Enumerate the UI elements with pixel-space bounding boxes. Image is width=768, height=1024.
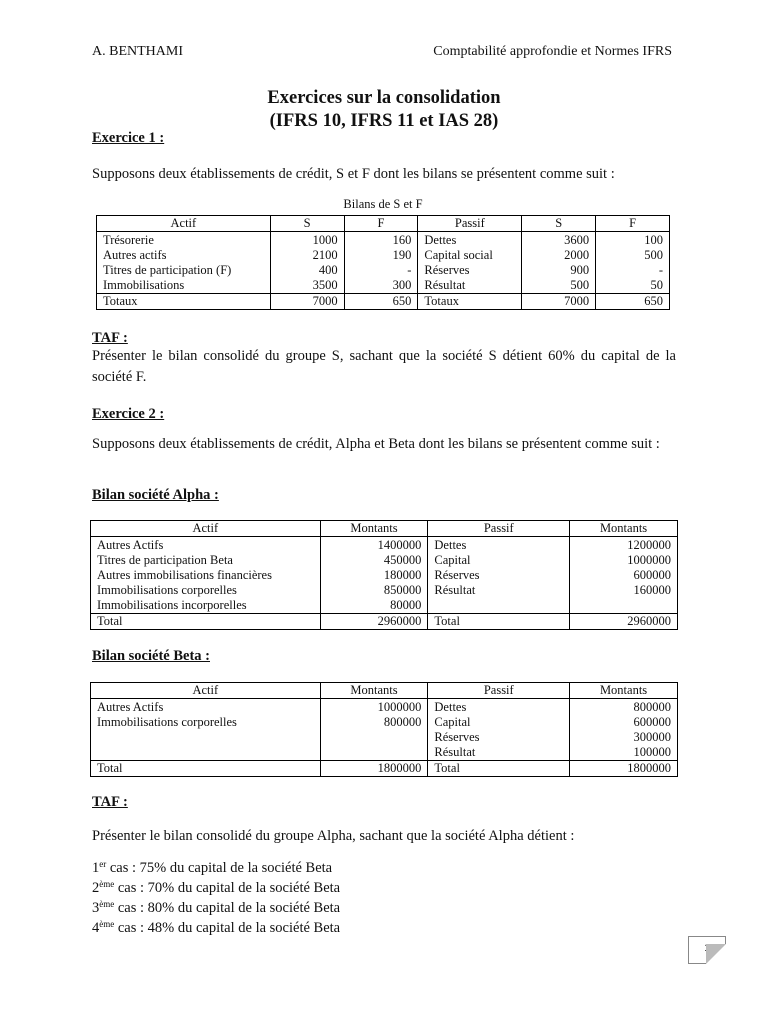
table-cell: 850000 — [320, 583, 428, 598]
column-header: S — [522, 216, 596, 232]
header-author: A. BENTHAMI — [92, 44, 183, 59]
header-course: Comptabilité approfondie et Normes IFRS — [433, 44, 672, 59]
alpha-heading: Bilan société Alpha : — [92, 487, 219, 503]
case-item — [92, 858, 340, 878]
page-subtitle: (IFRS 10, IFRS 11 et IAS 28) — [269, 111, 499, 131]
table-cell: Dettes — [418, 232, 522, 249]
table-cell: - — [596, 263, 670, 278]
table-cell: Immobilisations corporelles — [91, 715, 321, 730]
balance-sheet-beta — [90, 682, 678, 777]
case-number: 2 — [92, 880, 100, 896]
table-cell: 1400000 — [320, 537, 428, 554]
table-cell: Réserves — [428, 730, 570, 745]
table-cell — [570, 598, 678, 614]
table-cell: 2000 — [522, 248, 596, 263]
column-header: Montants — [570, 521, 678, 537]
table-row — [97, 248, 670, 263]
table-cell: Résultat — [428, 745, 570, 761]
column-header: Montants — [320, 521, 428, 537]
total-cell: 2960000 — [320, 614, 428, 630]
table-cell: 160 — [344, 232, 418, 249]
total-cell: Totaux — [418, 294, 522, 310]
table-cell — [91, 745, 321, 761]
case-ordinal: ème — [99, 879, 115, 889]
table-cell: 1200000 — [570, 537, 678, 554]
table-cell: 1000 — [270, 232, 344, 249]
case-number: 4 — [92, 920, 100, 936]
case-text: cas : 80% du capital de la société Beta — [114, 900, 341, 916]
table-cell: Titres de participation Beta — [91, 553, 321, 568]
table-cell: Titres de participation (F) — [97, 263, 271, 278]
table-cell: 80000 — [320, 598, 428, 614]
table-cell: 450000 — [320, 553, 428, 568]
table-cell: Autres Actifs — [91, 537, 321, 554]
table-row — [91, 537, 678, 554]
table-header-row — [91, 683, 678, 699]
table-cell: 500 — [596, 248, 670, 263]
table-cell: 600000 — [570, 715, 678, 730]
table-row — [97, 278, 670, 294]
case-text: cas : 75% du capital de la société Beta — [106, 860, 333, 876]
table-caption: Bilans de S et F — [343, 197, 423, 211]
table-row — [91, 745, 678, 761]
exercise-1-heading: Exercice 1 : — [92, 130, 165, 146]
case-ordinal: er — [99, 859, 107, 869]
exercise-2-intro: Supposons deux établissements de crédit, Alpha et Beta dont les bilans se présentent comme suit : — [92, 436, 660, 452]
exercise-1-taf-heading: TAF : — [92, 330, 128, 346]
balance-sheet-alpha — [90, 520, 678, 630]
case-text: cas : 70% du capital de la société Beta — [114, 880, 341, 896]
column-header: Montants — [570, 683, 678, 699]
table-cell: Dettes — [428, 699, 570, 716]
table-cell: 180000 — [320, 568, 428, 583]
table-cell: 3600 — [522, 232, 596, 249]
total-cell: 2960000 — [570, 614, 678, 630]
case-text: cas : 48% du capital de la société Beta — [114, 920, 341, 936]
table-cell: 900 — [522, 263, 596, 278]
table-cell: 100000 — [570, 745, 678, 761]
table-row — [91, 715, 678, 730]
column-header: Montants — [320, 683, 428, 699]
table-row — [91, 553, 678, 568]
table-cell: Résultat — [418, 278, 522, 294]
beta-heading: Bilan société Beta : — [92, 648, 210, 664]
table-row — [91, 583, 678, 598]
column-header: F — [344, 216, 418, 232]
table-cell: 1000000 — [320, 699, 428, 716]
total-cell: Total — [428, 614, 570, 630]
table-cell: 3500 — [270, 278, 344, 294]
table-cell: 400 — [270, 263, 344, 278]
total-cell: 1800000 — [320, 761, 428, 777]
table-header-row — [97, 216, 670, 232]
column-header: S — [270, 216, 344, 232]
table-total-row — [97, 294, 670, 310]
balance-sheet-s-f — [96, 215, 670, 310]
table-cell: Capital — [428, 553, 570, 568]
case-list — [92, 858, 340, 938]
exercise-1-taf-text: Présenter le bilan consolidé du groupe S, sachant que la société S détient 60% du capital de la société F. — [92, 348, 676, 385]
total-cell: Total — [428, 761, 570, 777]
table-cell: 2100 — [270, 248, 344, 263]
table-cell: 300 — [344, 278, 418, 294]
table-row — [91, 730, 678, 745]
column-header: Actif — [91, 683, 321, 699]
total-cell: 1800000 — [570, 761, 678, 777]
table-cell: 800000 — [320, 715, 428, 730]
exercise-2-heading: Exercice 2 : — [92, 406, 165, 422]
table-cell — [91, 730, 321, 745]
page-number-label: 1 — [704, 943, 710, 954]
exercise-2-taf-text: Présenter le bilan consolidé du groupe Alpha, sachant que la société Alpha détient : — [92, 828, 575, 844]
table-cell: 800000 — [570, 699, 678, 716]
table-total-row — [91, 614, 678, 630]
total-cell: 650 — [344, 294, 418, 310]
total-cell: 7000 — [522, 294, 596, 310]
total-cell: Total — [91, 614, 321, 630]
case-number: 1 — [92, 860, 100, 876]
table-cell: Dettes — [428, 537, 570, 554]
table-row — [91, 699, 678, 716]
table-cell: Capital — [428, 715, 570, 730]
table-cell: 1000000 — [570, 553, 678, 568]
table-row — [97, 263, 670, 278]
table-row — [91, 568, 678, 583]
total-cell: 650 — [596, 294, 670, 310]
page-title: Exercices sur la consolidation — [267, 88, 501, 108]
table-cell: Résultat — [428, 583, 570, 598]
table-cell: Autres actifs — [97, 248, 271, 263]
total-cell: Total — [91, 761, 321, 777]
table-cell: - — [344, 263, 418, 278]
table-cell: 50 — [596, 278, 670, 294]
case-ordinal: ème — [99, 899, 115, 909]
column-header: Actif — [91, 521, 321, 537]
case-item — [92, 918, 340, 938]
case-item — [92, 878, 340, 898]
table-cell: 600000 — [570, 568, 678, 583]
table-row — [91, 598, 678, 614]
case-number: 3 — [92, 900, 100, 916]
table-cell: Autres immobilisations financières — [91, 568, 321, 583]
total-cell: Totaux — [97, 294, 271, 310]
column-header: Passif — [428, 521, 570, 537]
table-cell: Immobilisations incorporelles — [91, 598, 321, 614]
table-total-row — [91, 761, 678, 777]
table-cell: 190 — [344, 248, 418, 263]
case-ordinal: ème — [99, 919, 115, 929]
column-header: Actif — [97, 216, 271, 232]
table-cell: 300000 — [570, 730, 678, 745]
table-cell: 160000 — [570, 583, 678, 598]
table-cell: Réserves — [428, 568, 570, 583]
table-cell: Immobilisations — [97, 278, 271, 294]
table-row — [97, 232, 670, 249]
page-number — [688, 936, 726, 964]
table-cell: Immobilisations corporelles — [91, 583, 321, 598]
table-cell: Réserves — [418, 263, 522, 278]
table-cell: 100 — [596, 232, 670, 249]
table-cell — [320, 730, 428, 745]
table-cell: Capital social — [418, 248, 522, 263]
column-header: Passif — [418, 216, 522, 232]
table-cell: Autres Actifs — [91, 699, 321, 716]
table-cell: 500 — [522, 278, 596, 294]
column-header: F — [596, 216, 670, 232]
total-cell: 7000 — [270, 294, 344, 310]
exercise-2-taf-heading: TAF : — [92, 794, 128, 810]
case-item — [92, 898, 340, 918]
table-cell — [320, 745, 428, 761]
column-header: Passif — [428, 683, 570, 699]
table-cell — [428, 598, 570, 614]
exercise-1-intro: Supposons deux établissements de crédit, S et F dont les bilans se présentent comme suit : — [92, 166, 615, 182]
table-header-row — [91, 521, 678, 537]
page-fold-icon — [706, 944, 726, 964]
table-cell: Trésorerie — [97, 232, 271, 249]
